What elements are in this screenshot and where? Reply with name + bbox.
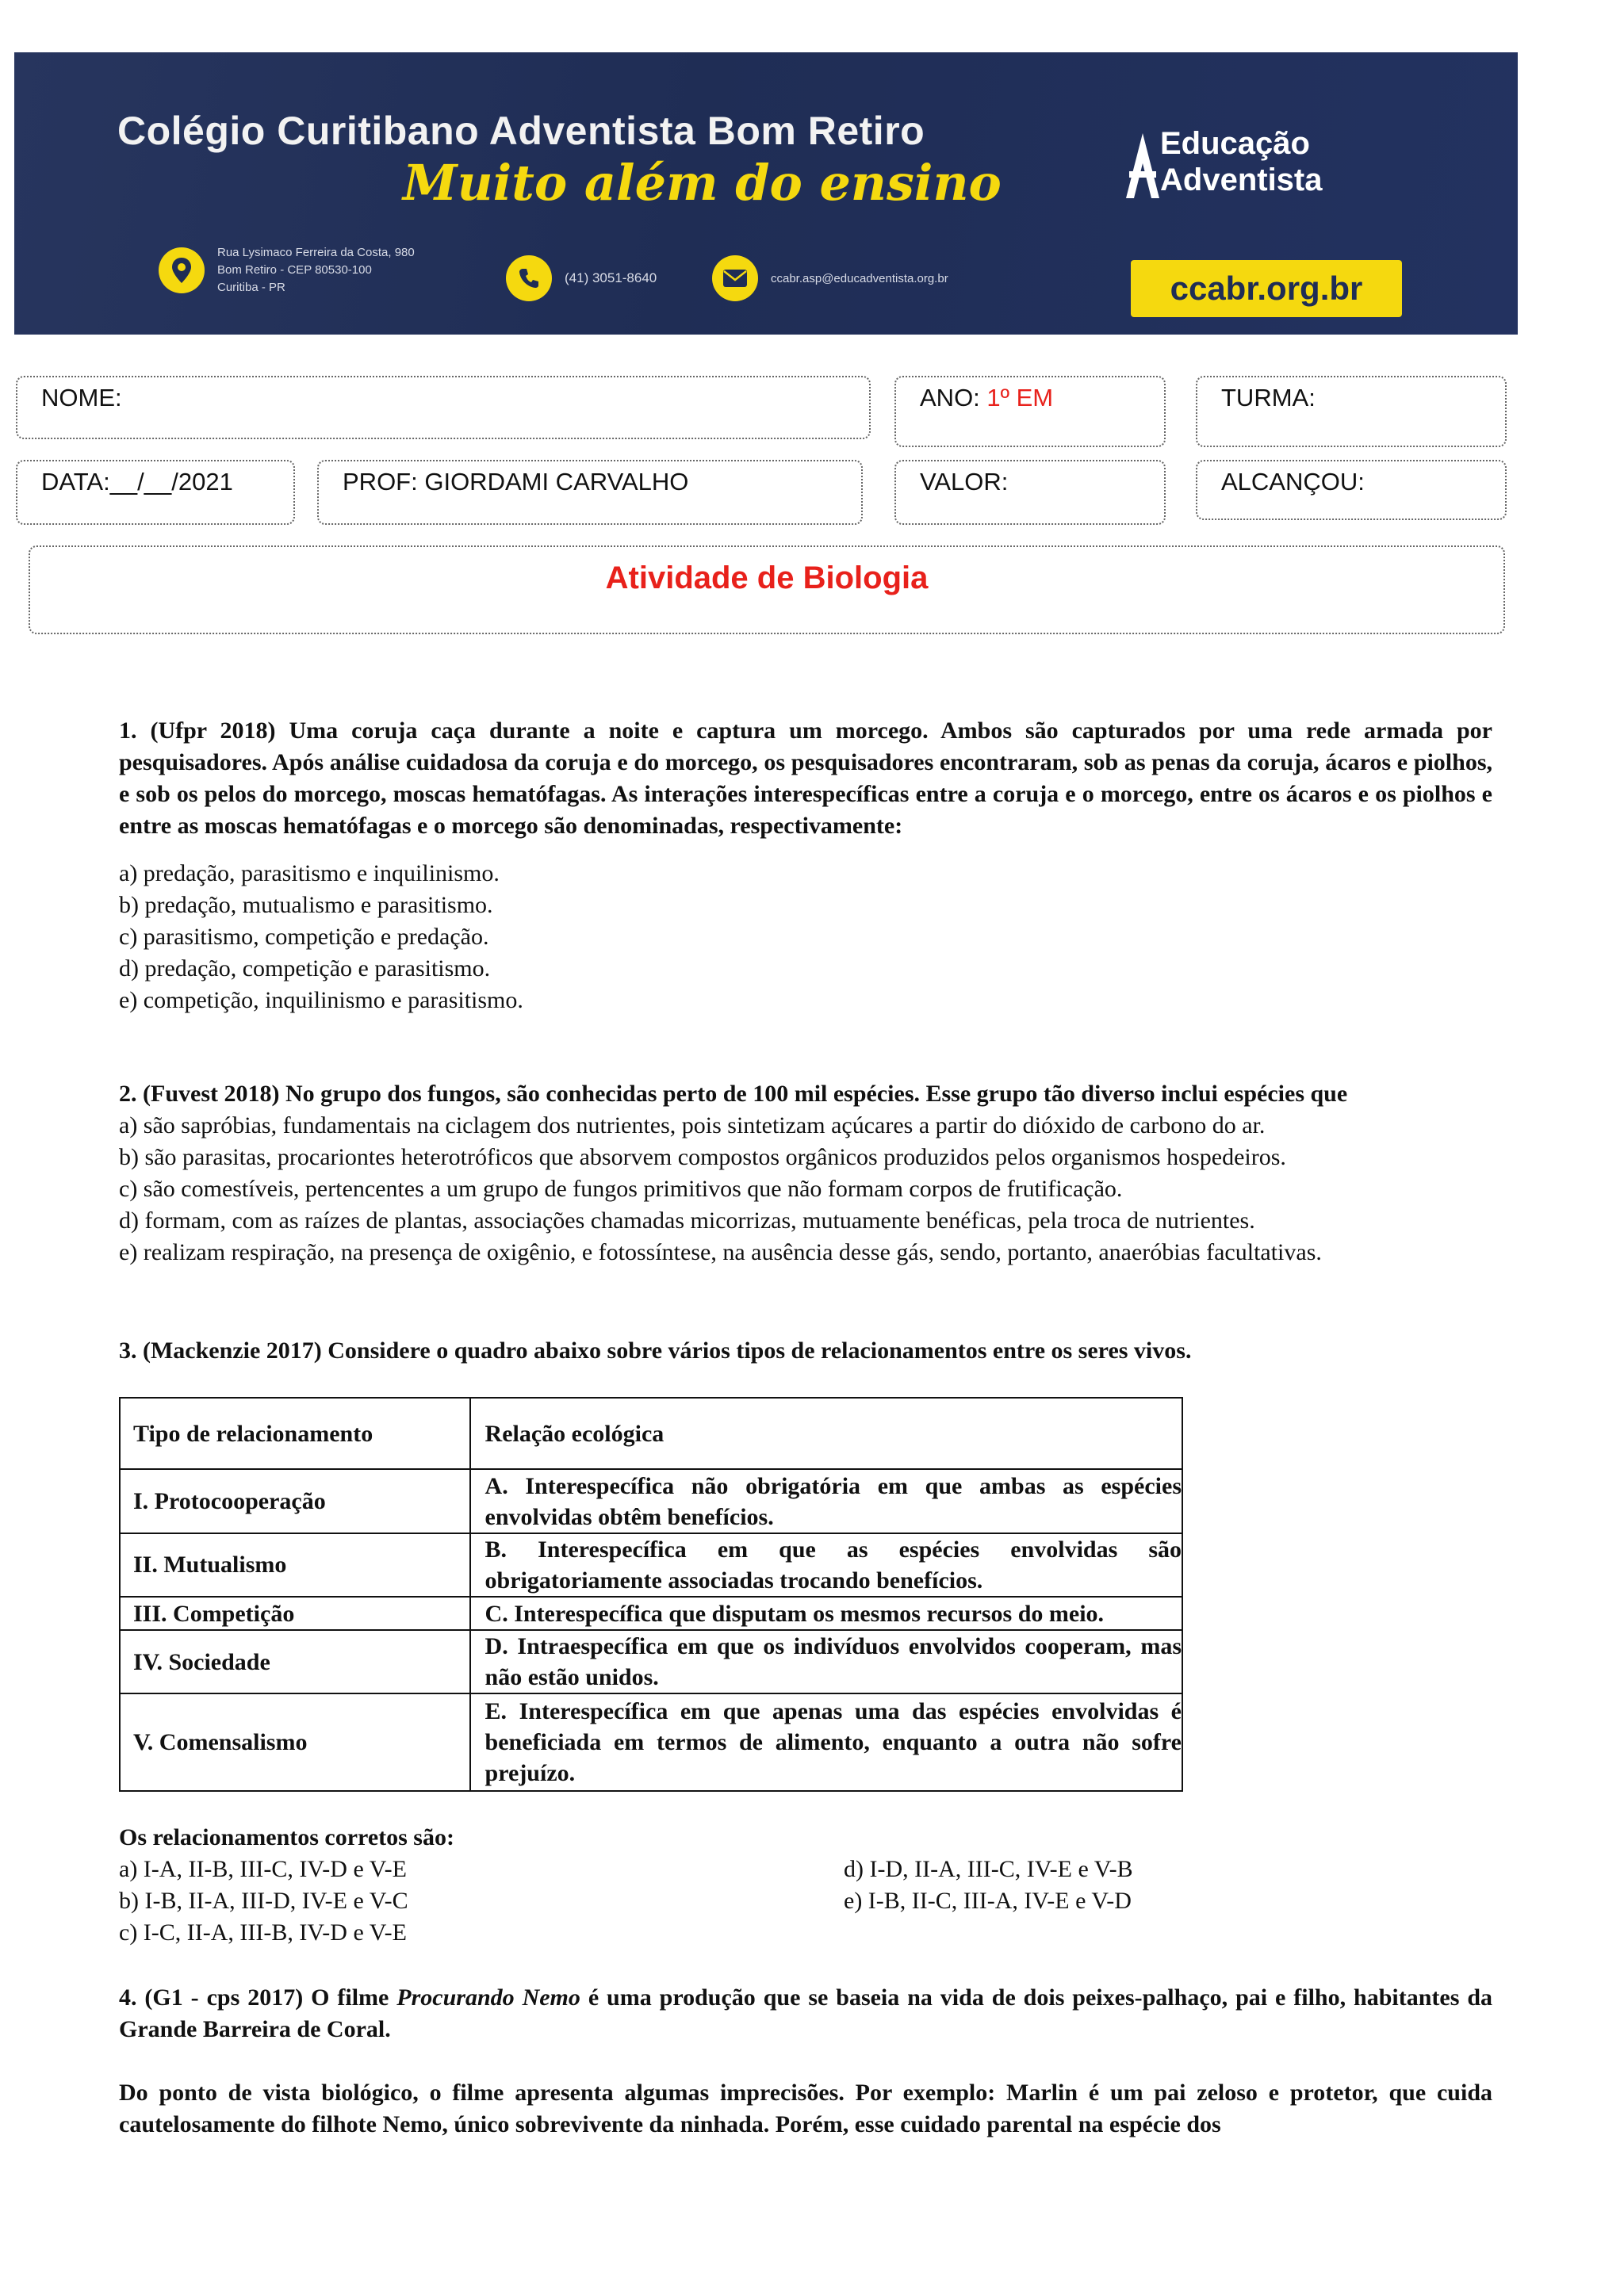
question-4-stem: [119, 1982, 1492, 2045]
school-banner: [14, 52, 1518, 335]
activity-title: Atividade de Biologia: [605, 560, 929, 595]
website-badge: ccabr.org.br: [1131, 260, 1402, 317]
option-c[interactable]: c) I-C, II-A, III-B, IV-D e V-E: [119, 1919, 407, 1946]
table-cell: D. Intraespecífica em que os indivíduos envolvidos cooperam, mas não estão unidos.: [470, 1630, 1182, 1693]
question-3-stem: 3. (Mackenzie 2017) Considere o quadro abaixo sobre vários tipos de relacionamentos entre os seres vivos.: [119, 1337, 1192, 1364]
table-header-cell: Tipo de relacionamento: [120, 1398, 470, 1469]
table-cell: IV. Sociedade: [120, 1630, 470, 1693]
valor-field[interactable]: [894, 460, 1166, 525]
option-d[interactable]: d) I-D, II-A, III-C, IV-E e V-B: [844, 1856, 1133, 1882]
table-cell: B. Interespecífica em que as espécies envolvidas são obrigatoriamente associadas trocando benefícios.: [470, 1533, 1182, 1597]
table-cell: A. Interespecífica não obrigatória em que ambas as espécies envolvidas obtêm benefícios.: [470, 1469, 1182, 1533]
table-row: [120, 1469, 1182, 1533]
location-pin-icon: [159, 247, 205, 293]
question-3-answers: [119, 1822, 1229, 1949]
question-1: [119, 715, 1492, 1016]
table-cell: C. Interespecífica que disputam os mesmos recursos do meio.: [470, 1597, 1182, 1630]
phone-block: [506, 251, 657, 306]
address-block: [159, 243, 415, 298]
nome-label: NOME:: [41, 384, 122, 411]
ano-field[interactable]: [894, 376, 1166, 447]
question-4-stem-prefix: 4. (G1 - cps 2017) O filme: [119, 1984, 397, 2011]
option-d[interactable]: d) predação, competição e parasitismo.: [119, 955, 491, 982]
answers-heading: Os relacionamentos corretos são:: [119, 1824, 454, 1850]
table-row: [120, 1533, 1182, 1597]
question-2-options: [119, 1110, 1492, 1269]
adventista-flame-icon: [1124, 130, 1161, 201]
table-cell: V. Comensalismo: [120, 1693, 470, 1791]
table-header-row: [120, 1398, 1182, 1469]
table-cell: II. Mutualismo: [120, 1533, 470, 1597]
prof-field: [317, 460, 863, 525]
phone-icon: [506, 255, 552, 301]
school-slogan: Muito além do ensino: [403, 154, 1002, 212]
mail-icon: [712, 255, 758, 301]
question-4-paragraph: Do ponto de vista biológico, o filme apresenta algumas imprecisões. Por exemplo: Marlin é um pai zeloso e protetor, que cuida cautelosamente do filhote Nemo, único sobrevivente da ninhada. Porém, esse cuidado parental na espécie dos: [119, 2080, 1492, 2137]
table-cell: III. Competição: [120, 1597, 470, 1630]
ano-value: 1º EM: [986, 384, 1054, 411]
option-a[interactable]: a) I-A, II-B, III-C, IV-D e V-E: [119, 1856, 407, 1882]
phone-number: (41) 3051-8640: [565, 270, 657, 285]
option-b[interactable]: b) são parasitas, procariontes heterotróficos que absorvem compostos orgânicos produzidos pelos organismos hospedeiros.: [119, 1144, 1286, 1170]
option-a[interactable]: a) são sapróbias, fundamentais na ciclagem dos nutrientes, pois sintetizam açúcares a partir do dióxido de carbono do ar.: [119, 1112, 1266, 1138]
option-e[interactable]: e) I-B, II-C, III-A, IV-E e V-D: [844, 1888, 1132, 1914]
brand-line-2: Adventista: [1160, 163, 1323, 197]
table-row: [120, 1693, 1182, 1791]
option-e[interactable]: e) competição, inquilinismo e parasitismo.: [119, 987, 523, 1013]
email-block: [712, 251, 948, 306]
table-cell: I. Protocooperação: [120, 1469, 470, 1533]
option-c[interactable]: c) parasitismo, competição e predação.: [119, 924, 489, 950]
question-2: [119, 1078, 1492, 1269]
option-b[interactable]: b) predação, mutualismo e parasitismo.: [119, 892, 493, 918]
option-d[interactable]: d) formam, com as raízes de plantas, associações chamadas micorrizas, mutuamente benéficas, pela troca de nutrientes.: [119, 1207, 1255, 1234]
turma-field[interactable]: [1196, 376, 1507, 447]
prof-label: PROF: GIORDAMI CARVALHO: [343, 468, 689, 496]
activity-title-box: [29, 545, 1505, 634]
question-1-options: [119, 858, 1492, 1016]
option-c[interactable]: c) são comestíveis, pertencentes a um grupo de fungos primitivos que não formam corpos de frutificação.: [119, 1176, 1123, 1202]
brand-line-1: Educação: [1160, 126, 1310, 161]
alcancou-label: ALCANÇOU:: [1221, 468, 1365, 496]
ecological-relations-table: [119, 1397, 1183, 1792]
question-3: [119, 1335, 1492, 1367]
nome-field[interactable]: [16, 376, 871, 439]
address-text: Rua Lysimaco Ferreira da Costa, 980 Bom Retiro - CEP 80530-100 Curitiba - PR: [217, 246, 415, 294]
option-b[interactable]: b) I-B, II-A, III-D, IV-E e V-C: [119, 1888, 408, 1914]
question-1-stem: 1. (Ufpr 2018) Uma coruja caça durante a noite e captura um morcego. Ambos são capturados por uma rede armada por pesquisadores. Após análise cuidadosa da coruja e do morcego, os pesquisadores encontraram, sob as penas da coruja, ácaros e piolhos, e sob os pelos do morcego, moscas hematófagas. As interações interespecíficas entre a coruja e o morcego, entre os ácaros e os piolhos e entre as moscas hematófagas e o morcego são denominadas, respectivamente:: [119, 718, 1492, 839]
email-address: ccabr.asp@educadventista.org.br: [771, 271, 948, 285]
turma-label: TURMA:: [1221, 384, 1316, 411]
data-field[interactable]: [16, 460, 295, 525]
question-4-stem-suffix: é uma produção que se baseia na vida de dois peixes-palhaço, pai e filho, habitantes da Grande Barreira de Coral.: [119, 1984, 1492, 2042]
table-cell: E. Interespecífica em que apenas uma das espécies envolvidas é beneficiada em termos de alimento, enquanto a outra não sofre prejuízo.: [470, 1693, 1182, 1791]
option-e[interactable]: e) realizam respiração, na presença de oxigênio, e fotossíntese, na ausência desse gás, sendo, portanto, anaeróbias facultativas.: [119, 1239, 1322, 1265]
brand-text: [1160, 125, 1323, 198]
valor-label: VALOR:: [920, 468, 1009, 496]
table-row: [120, 1597, 1182, 1630]
data-label: DATA:__/__/2021: [41, 468, 233, 496]
film-title: Procurando Nemo: [396, 1984, 580, 2011]
option-a[interactable]: a) predação, parasitismo e inquilinismo.: [119, 860, 500, 886]
table-header-cell: Relação ecológica: [470, 1398, 1182, 1469]
answers-right-column: [844, 1854, 1133, 1917]
alcancou-field[interactable]: [1196, 460, 1507, 520]
school-name: Colégio Curitibano Adventista Bom Retiro: [117, 109, 925, 153]
ano-label: ANO:: [920, 384, 980, 411]
question-2-stem: 2. (Fuvest 2018) No grupo dos fungos, são conhecidas perto de 100 mil espécies. Esse grupo tão diverso inclui espécies que: [119, 1081, 1348, 1107]
question-4: [119, 1982, 1492, 2141]
table-row: [120, 1630, 1182, 1693]
